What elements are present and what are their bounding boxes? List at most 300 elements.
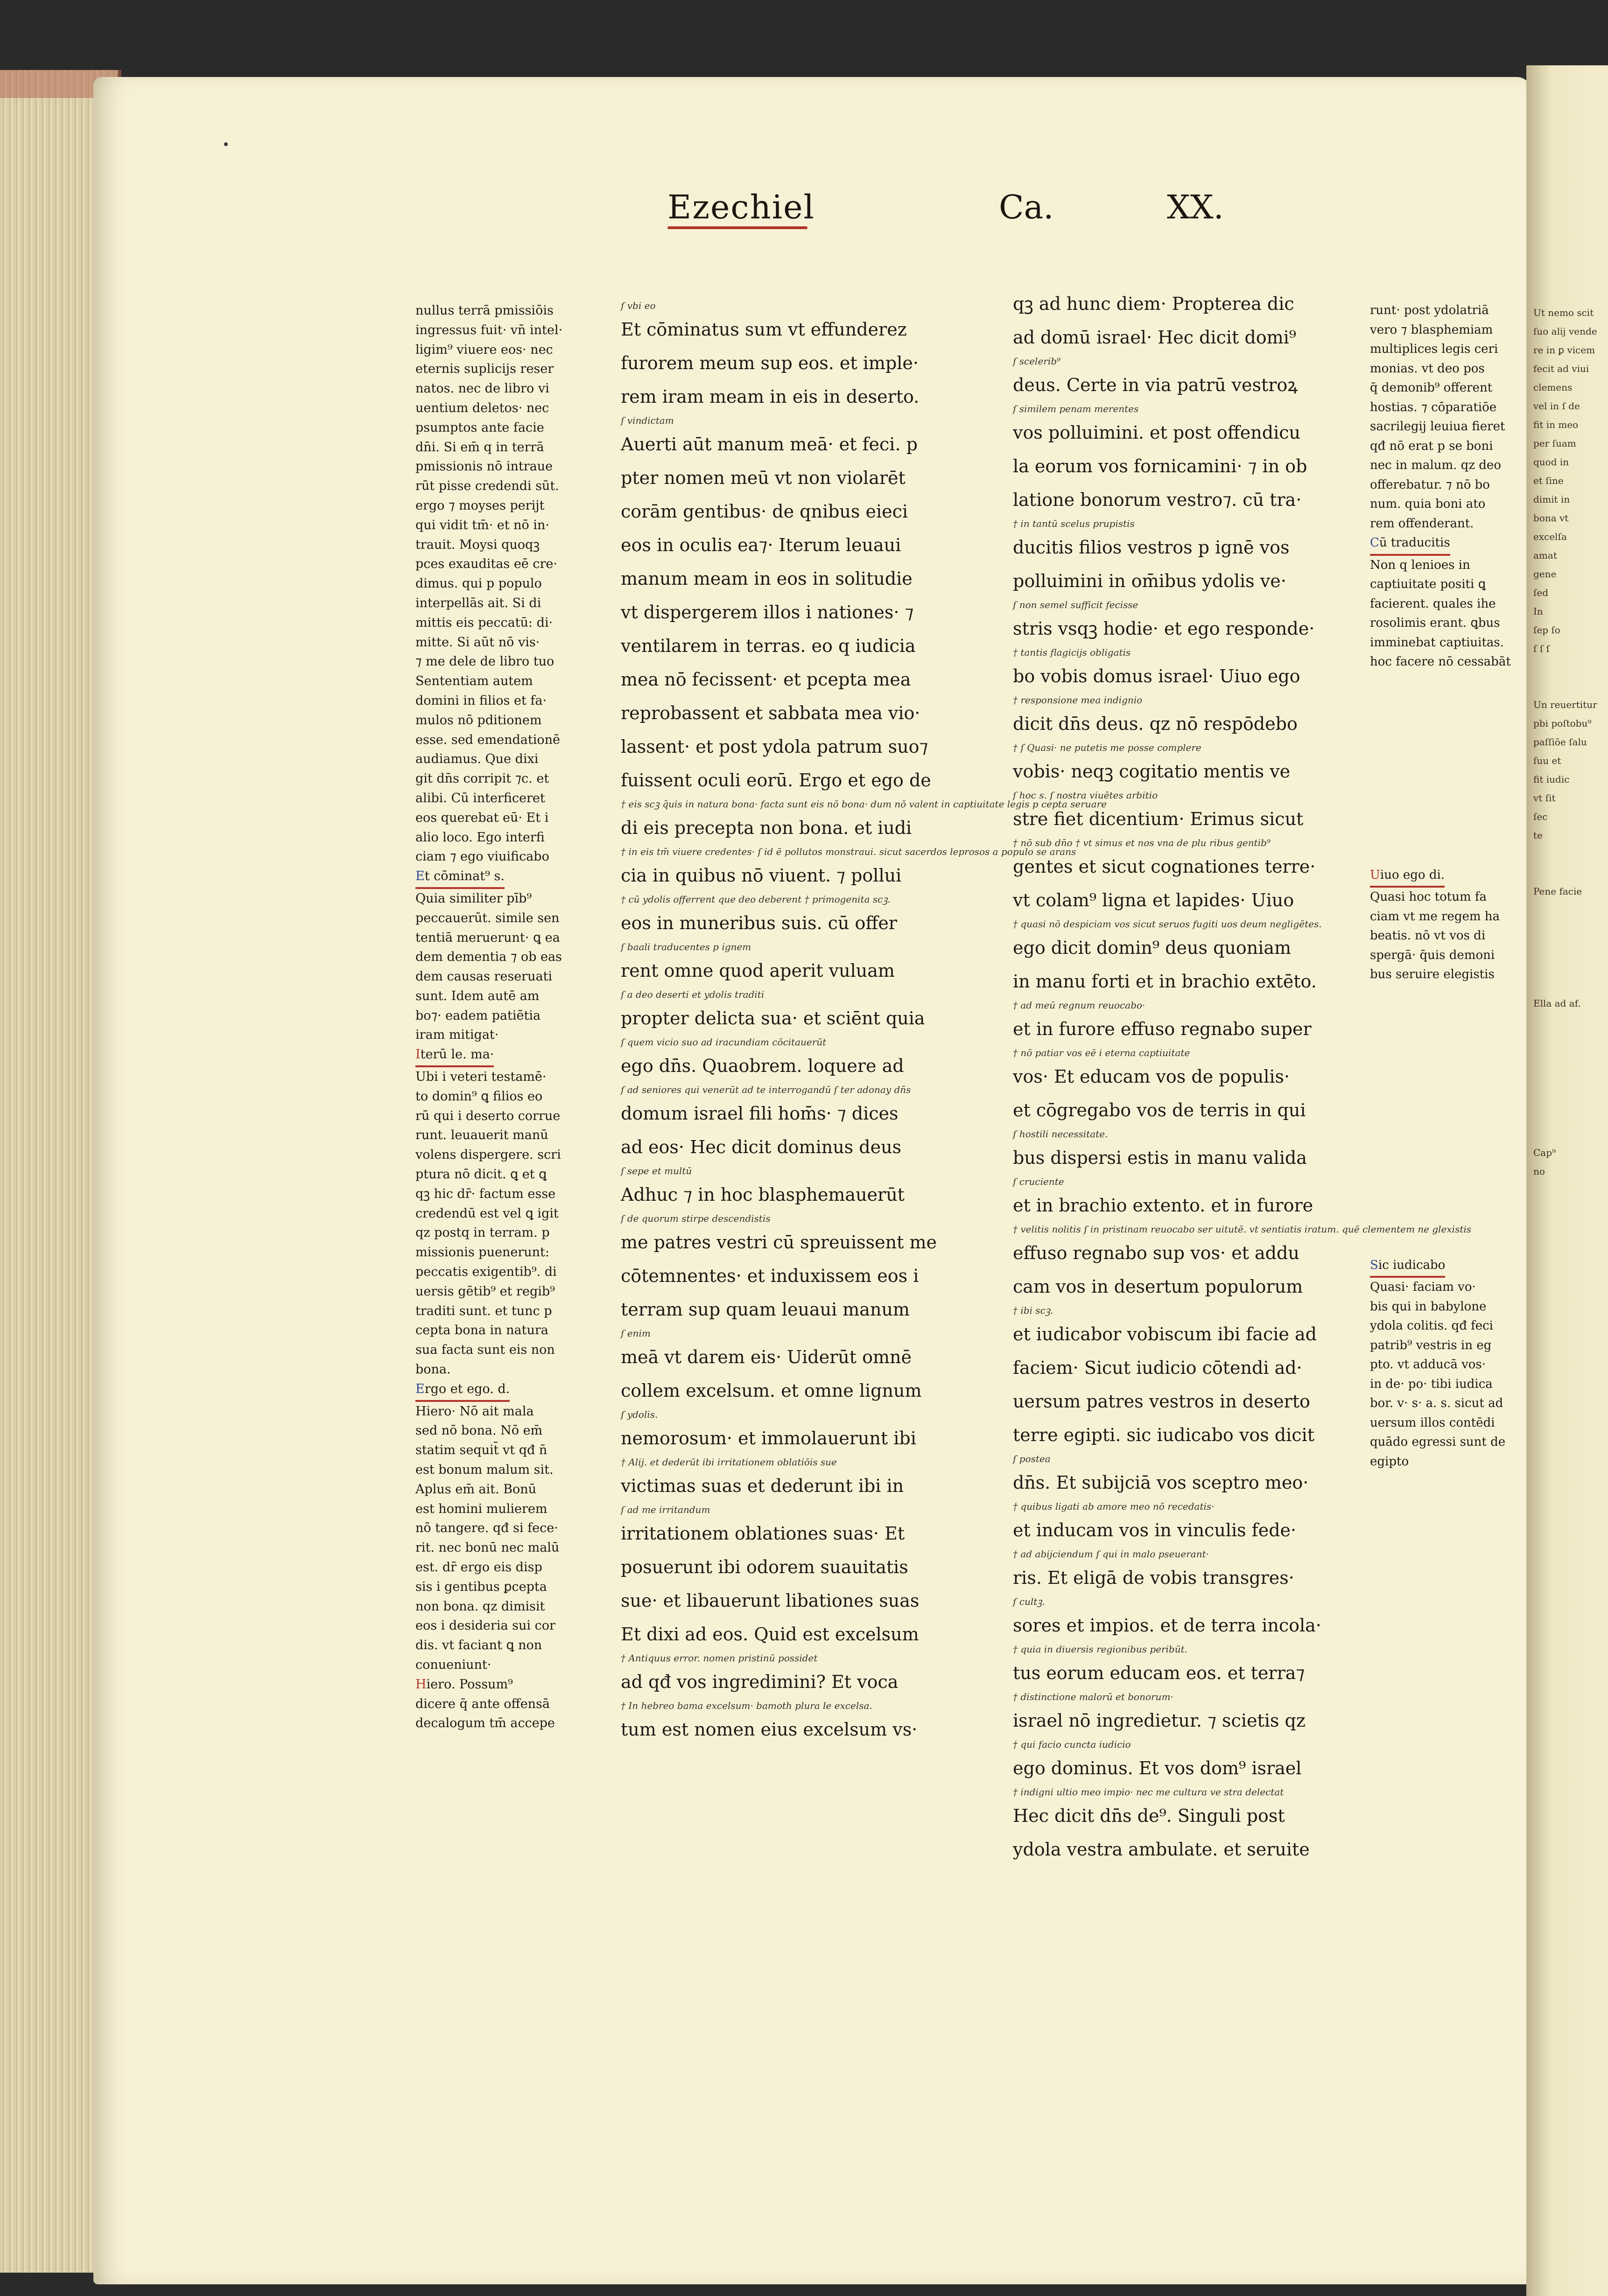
text-line: ris. Et eligā de vobis transgres· bbox=[1013, 1568, 1294, 1588]
text-line: eos i desideria sui cor bbox=[415, 1618, 555, 1633]
interlinear-gloss-line: † tantis flagicijs obligatis bbox=[1013, 647, 1131, 658]
facing-page-line: ſed bbox=[1533, 587, 1549, 598]
interlinear-gloss-line: † nō sub dn̄o † vt simus et nos vna de plu ribus gentib⁹ bbox=[1013, 837, 1271, 848]
text-line: offerebatur. ⁊ nō bo bbox=[1370, 477, 1490, 492]
text-line bbox=[1370, 1120, 1510, 1140]
text-line: la eorum vos fornicamini· ⁊ in ob bbox=[1013, 456, 1307, 476]
text-line: peccatis exigentib⁹. di bbox=[415, 1265, 557, 1280]
text-line: Quasi hoc totum fa bbox=[1370, 890, 1487, 904]
text-line: cepta bona in natura bbox=[415, 1323, 548, 1338]
text-line: qđ nō erat p se boni bbox=[1370, 439, 1493, 453]
text-line: egipto bbox=[1370, 1454, 1409, 1469]
facing-page-line bbox=[1533, 1031, 1603, 1050]
text-line bbox=[1370, 846, 1510, 866]
text-line: me patres vestri cū spreuissent me bbox=[621, 1232, 937, 1253]
text-line: bo⁊· eadem patiētia bbox=[415, 1008, 541, 1023]
text-line: Non q lenioes in bbox=[1370, 558, 1470, 572]
interlinear-gloss-line: ſ vindictam bbox=[621, 415, 674, 426]
text-line bbox=[1370, 1004, 1510, 1023]
interlinear-gloss-line: ſ similem penam merentes bbox=[1013, 403, 1139, 414]
text-line: alio loco. Ego interfi bbox=[415, 830, 545, 845]
text-line: propter delicta sua· et sciēnt quia bbox=[621, 1008, 925, 1029]
text-line: credendū est vel ꝗ igit bbox=[415, 1206, 559, 1221]
text-line: dicere q̄ ante offensā bbox=[415, 1696, 550, 1711]
text-line: ego dicit domin⁹ deus quoniam bbox=[1013, 938, 1292, 958]
text-line: facierent. quales ihe bbox=[1370, 596, 1496, 611]
text-line: sacrilegij leuiua fieret bbox=[1370, 420, 1505, 434]
facing-page-line: Ut nemo scit bbox=[1533, 307, 1594, 318]
text-line: runt· post ydolatriā bbox=[1370, 303, 1489, 317]
interlinear-gloss-line: † velitis nolitis ſ in pristinam reuocabo ser uitutē. vt sentiatis iratum. quē clementem ne glexistis bbox=[1013, 1224, 1472, 1235]
interlinear-gloss-line: ſ scelerib⁹ bbox=[1013, 356, 1061, 367]
text-line: cōtemnentes· et induxissem eos i bbox=[621, 1266, 919, 1286]
facing-page-line bbox=[1533, 1050, 1603, 1069]
text-line: ego dominus. Et vos dom⁹ israel bbox=[1013, 1758, 1302, 1778]
text-line: qꝫ ad hunc diem· Propterea dic bbox=[1013, 294, 1294, 314]
interlinear-gloss-line: ſ a deo deserti et ydolis traditi bbox=[621, 989, 765, 1000]
interlinear-gloss-line: † quasi nō despiciam vos sicut seruos fugiti uos deum negligētes. bbox=[1013, 918, 1322, 930]
interlinear-gloss-line: ſ cruciente bbox=[1013, 1176, 1064, 1187]
text-line: fuissent oculi eorū. Ergo et ego de bbox=[621, 770, 931, 791]
text-line: eternis suplicijs reser bbox=[415, 362, 554, 377]
text-line bbox=[1370, 691, 1510, 711]
text-line: ciam ⁊ ego viuificabo bbox=[415, 849, 549, 864]
text-line: cia in quibus nō viuent. ⁊ pollui bbox=[621, 865, 902, 886]
lemma-heading: Sic iudicabo bbox=[1370, 1256, 1510, 1278]
text-line: in de· po· tibi iudica bbox=[1370, 1377, 1493, 1391]
text-line: quādo egressi sunt de bbox=[1370, 1435, 1506, 1449]
text-line: volens dispergere. scri bbox=[415, 1148, 561, 1162]
text-line: victimas suas et dederunt ibi in bbox=[621, 1476, 904, 1496]
text-line: uersis gētib⁹ et regib⁹ bbox=[415, 1284, 555, 1299]
text-line: hoc facere nō cessabāt bbox=[1370, 655, 1511, 669]
text-line: est. dr̄ ergo eis disp bbox=[415, 1560, 542, 1575]
interlinear-gloss-line: † eis scꝫ q̄uis in natura bona· facta sunt eis nō bona· dum nō valent in captiuitate legis p cepta seruare bbox=[621, 798, 1107, 810]
facing-page-line bbox=[1533, 1125, 1603, 1143]
text-line: Et cōminatus sum vt effunderez bbox=[621, 319, 907, 340]
text-line: Quia similiter pīb⁹ bbox=[415, 891, 532, 906]
text-line: ingressus fuit· vn̄ intel· bbox=[415, 322, 563, 337]
text-line: num. quia boni ato bbox=[1370, 497, 1486, 511]
text-line: natos. nec de libro vi bbox=[415, 381, 549, 396]
text-line: Ubi i veteri testamē· bbox=[415, 1070, 547, 1085]
text-line: polluimini in om̄ibus ydolis ve· bbox=[1013, 571, 1286, 591]
facing-page-line: In bbox=[1533, 606, 1543, 617]
text-line: spergā· q̄uis demoni bbox=[1370, 948, 1495, 962]
facing-page-line bbox=[1533, 677, 1603, 695]
text-line: dimus. qui p populo bbox=[415, 576, 542, 591]
text-line: ptura nō dicit. ꝗ et ꝗ bbox=[415, 1167, 547, 1182]
text-line: ducitis filios vestros p ignē vos bbox=[1013, 537, 1290, 558]
text-line bbox=[1370, 1197, 1510, 1217]
text-line bbox=[1370, 1081, 1510, 1101]
text-line: missionis puenerunt: bbox=[415, 1245, 549, 1260]
text-line: vobis· neqꝫ cogitatio mentis ve bbox=[1013, 761, 1291, 782]
text-line: manum meam in eos in solitudie bbox=[621, 568, 913, 589]
facing-page-line: Ella ad af. bbox=[1533, 998, 1581, 1009]
text-line bbox=[1370, 1023, 1510, 1043]
facing-page-line: gene bbox=[1533, 568, 1557, 580]
text-line: reprobassent et sabbata mea vio· bbox=[621, 703, 920, 723]
text-line: patrib⁹ vestris in eg bbox=[1370, 1338, 1492, 1352]
interlinear-gloss-line: ſ ydolis. bbox=[621, 1409, 658, 1420]
text-line bbox=[1370, 1236, 1510, 1256]
text-line: et in furore effuso regnabo super bbox=[1013, 1019, 1312, 1039]
text-line: ego dn̄s. Quaobrem. loquere ad bbox=[621, 1056, 904, 1076]
text-line: nec in malum. qz deo bbox=[1370, 458, 1501, 472]
text-line: Hiero· Nō ait mala bbox=[415, 1404, 534, 1419]
interlinear-gloss-line: ſ sepe et multū bbox=[621, 1165, 692, 1176]
text-line: di eis precepta non bona. et iudi bbox=[621, 818, 912, 838]
text-line: pces exauditas eē cre· bbox=[415, 557, 557, 572]
text-line: tus eorum educam eos. et terra⁊ bbox=[1013, 1663, 1305, 1683]
text-line: ad domū israel· Hec dicit domi⁹ bbox=[1013, 327, 1296, 348]
text-line: captiuitate positi ꝗ bbox=[1370, 577, 1486, 591]
text-line: bus seruire elegistis bbox=[1370, 967, 1495, 981]
text-line: sunt. Idem autē am bbox=[415, 988, 540, 1003]
text-line bbox=[1370, 1140, 1510, 1159]
text-line bbox=[1370, 1178, 1510, 1198]
text-line: ydola vestra ambulate. et seruite bbox=[1013, 1839, 1310, 1860]
text-line: posuerunt ibi odorem suauitatis bbox=[621, 1557, 908, 1577]
text-line: dn̄s. Et subijciā vos sceptro meo· bbox=[1013, 1472, 1309, 1493]
interlinear-gloss-line: ſ cultꝫ. bbox=[1013, 1596, 1045, 1607]
text-line: ⁊ me dele de libro tuo bbox=[415, 654, 555, 669]
text-line: uersum illos contēdi bbox=[1370, 1415, 1495, 1430]
text-line: et iudicabor vobiscum ibi facie ad bbox=[1013, 1324, 1317, 1344]
text-line: gentes et sicut cognationes terre· bbox=[1013, 856, 1316, 877]
text-line: uentium deletos· nec bbox=[415, 400, 549, 415]
text-line bbox=[1370, 730, 1510, 749]
text-line: ergo ⁊ moyses perijt bbox=[415, 498, 545, 513]
text-line bbox=[1370, 1101, 1510, 1120]
text-line: mitte. Si aūt nō vis· bbox=[415, 635, 540, 650]
text-line: mulos nō pditionem bbox=[415, 713, 542, 728]
facing-page-line bbox=[1533, 1087, 1603, 1106]
text-line: vos· Et educam vos de populis· bbox=[1013, 1066, 1290, 1087]
interlinear-gloss-line: † in tantū scelus prupistis bbox=[1013, 518, 1135, 529]
facing-page-line: ſuo alij vende bbox=[1533, 326, 1597, 337]
text-line bbox=[1370, 1043, 1510, 1062]
text-line: et inducam vos in vinculis fede· bbox=[1013, 1520, 1297, 1540]
text-line: rit. nec bonū nec malū bbox=[415, 1540, 560, 1555]
text-line: q̄ demonib⁹ offerent bbox=[1370, 381, 1493, 395]
text-line: bo vobis domus israel· Uiuo ego bbox=[1013, 666, 1300, 686]
facing-page-line: et ſine bbox=[1533, 475, 1564, 486]
text-line: domum israel fili hom̄s· ⁊ dices bbox=[621, 1103, 899, 1124]
right-gloss-column bbox=[1370, 301, 1510, 1471]
facing-page-line: clemens bbox=[1533, 382, 1573, 393]
text-line: to domin⁹ ꝗ filios eo bbox=[415, 1089, 543, 1104]
text-line: Auerti aūt manum meā· et feci. p bbox=[621, 434, 918, 455]
text-line: hostias. ⁊ cōparatiōe bbox=[1370, 400, 1497, 414]
text-line: tentiā meruerunt· ꝗ ea bbox=[415, 930, 560, 945]
facing-page-line bbox=[1533, 919, 1603, 938]
text-line: pter nomen meū vt non violarēt bbox=[621, 468, 906, 488]
text-line: peccauerūt. simile sen bbox=[415, 910, 560, 925]
facing-page-line: ſec bbox=[1533, 811, 1548, 822]
text-line: qꝫ hic dr̄· factum esse bbox=[415, 1186, 556, 1201]
text-line: audiamus. Que dixi bbox=[415, 752, 539, 767]
text-line: sua facta sunt eis non bbox=[415, 1343, 555, 1358]
lemma-heading: Iterū le. ma· bbox=[415, 1045, 574, 1067]
interlinear-gloss-line: † nō patiar vos eē i eterna captiuitate bbox=[1013, 1047, 1190, 1058]
interlinear-gloss-line: † quia in diuersis regionibus peribūt. bbox=[1013, 1644, 1188, 1655]
facing-page-line bbox=[1533, 845, 1603, 863]
text-line: dem dementia ⁊ ob eas bbox=[415, 950, 562, 965]
facing-page-line: vel in ſ de bbox=[1533, 400, 1580, 412]
text-line: cam vos in desertum populorum bbox=[1013, 1276, 1303, 1297]
running-head-book: Ezechiel bbox=[667, 188, 815, 226]
text-line: multiplices legis ceri bbox=[1370, 342, 1498, 356]
text-line: bor. v· s· a. s. sicut ad bbox=[1370, 1396, 1503, 1410]
text-line: vero ⁊ blasphemiam bbox=[1370, 322, 1493, 337]
interlinear-gloss-line: † indigni ultio meo impio· nec me cultura ve stra delectat bbox=[1013, 1786, 1284, 1798]
text-line: psumptos ante facie bbox=[415, 420, 544, 435]
text-line: alibi. Cū interficeret bbox=[415, 791, 545, 805]
text-line: Adhuc ⁊ in hoc blasphemauerūt bbox=[621, 1184, 905, 1205]
text-line: ciam vt me regem ha bbox=[1370, 909, 1500, 924]
interlinear-gloss-line: † Antiquus error. nomen pristinū possidet bbox=[621, 1652, 818, 1664]
text-line: vos polluimini. et post offendicu bbox=[1013, 422, 1300, 443]
interlinear-gloss-line: ſ hostili necessitate. bbox=[1013, 1128, 1108, 1140]
facing-page-line: te bbox=[1533, 830, 1543, 841]
facing-page-line: pbi poſtobu⁹ bbox=[1533, 718, 1592, 729]
text-line: Quasi· faciam vo· bbox=[1370, 1280, 1476, 1294]
text-line bbox=[1370, 672, 1510, 692]
facing-page-line: Pene facie bbox=[1533, 886, 1582, 897]
interlinear-gloss-line: † responsione mea indignio bbox=[1013, 694, 1143, 706]
text-line: israel nō ingredietur. ⁊ scietis qz bbox=[1013, 1710, 1306, 1731]
text-line: mea nō fecissent· et pcepta mea bbox=[621, 669, 911, 690]
text-line: dem causas reseruati bbox=[415, 969, 553, 984]
text-line: dn̄i. Si em̄ q in terrā bbox=[415, 440, 544, 455]
text-line: est bonum malum sit. bbox=[415, 1463, 554, 1477]
text-line: qui vidit tm̄· et nō in· bbox=[415, 518, 549, 532]
text-line: trauit. Moysi quoqꝫ bbox=[415, 537, 540, 552]
facing-page-line bbox=[1533, 1013, 1603, 1031]
text-line: ventilarem in terras. eo q iudicia bbox=[621, 636, 916, 656]
facing-page-line bbox=[1533, 1106, 1603, 1125]
text-line: imminebat captiuitas. bbox=[1370, 635, 1504, 650]
interlinear-gloss-line: † ad abijciendum ſ qui in malo pseuerant· bbox=[1013, 1548, 1209, 1560]
facing-page-line: ſuu et bbox=[1533, 755, 1561, 766]
text-line: conueniunt· bbox=[415, 1657, 492, 1672]
facing-page-line bbox=[1533, 658, 1603, 677]
facing-page-line: ſep ſo bbox=[1533, 624, 1560, 636]
text-line: ad qđ vos ingredimini? Et voca bbox=[621, 1672, 899, 1692]
text-line bbox=[1370, 1159, 1510, 1178]
text-line: lassent· et post ydola patrum suo⁊ bbox=[621, 736, 928, 757]
text-line: dicit dn̄s deus. qz nō respōdebo bbox=[1013, 714, 1298, 734]
text-line: rū qui i deserto corrue bbox=[415, 1108, 561, 1123]
facing-page-line: per ſuam bbox=[1533, 438, 1576, 449]
ink-spot bbox=[224, 142, 228, 146]
interlinear-gloss-line: ſ postea bbox=[1013, 1453, 1051, 1464]
text-line: stre fiet dicentium· Erimus sicut bbox=[1013, 809, 1304, 829]
text-line: pmissionis nō intraue bbox=[415, 459, 553, 474]
text-line: meā vt darem eis· Uiderūt omnē bbox=[621, 1347, 912, 1367]
text-line: tum est nomen eius excelsum vs· bbox=[621, 1719, 918, 1740]
text-line: Hiero. Possum⁹ bbox=[415, 1677, 513, 1692]
text-line: domini in filios et fa· bbox=[415, 693, 547, 708]
text-line: runt. leuauerit manū bbox=[415, 1128, 548, 1143]
text-line: statim sequit̄ vt qđ n̄ bbox=[415, 1443, 548, 1458]
text-line: furorem meum sup eos. et imple· bbox=[621, 353, 919, 373]
text-line: irritationem oblationes suas· Et bbox=[621, 1523, 905, 1544]
facing-page-line bbox=[1533, 938, 1603, 957]
interlinear-gloss-line: † cū ydolis offerrent que deo deberent † primogenita scꝫ. bbox=[621, 894, 891, 905]
text-line: bona. bbox=[415, 1362, 451, 1377]
text-line: et in brachio extento. et in furore bbox=[1013, 1195, 1313, 1216]
text-line: sed nō bona. Nō em̄ bbox=[415, 1423, 543, 1438]
text-line: git dn̄s corripit ⁊c. et bbox=[415, 771, 549, 786]
facing-page-line: fecit ad viui bbox=[1533, 363, 1589, 374]
text-line bbox=[1370, 827, 1510, 847]
text-line: dis. vt faciant ꝗ non bbox=[415, 1638, 542, 1653]
facing-page-line bbox=[1533, 1069, 1603, 1087]
text-line: ligim⁹ viuere eos· nec bbox=[415, 342, 553, 357]
text-line: nullus terrā pmissiōis bbox=[415, 303, 554, 318]
text-line: pto. vt adducā vos· bbox=[1370, 1358, 1486, 1372]
text-line: terram sup quam leuaui manum bbox=[621, 1299, 910, 1320]
interlinear-gloss-line: ſ de quorum stirpe descendistis bbox=[621, 1213, 771, 1224]
lemma-heading: Uiuo ego di. bbox=[1370, 866, 1510, 888]
facing-page-line: re in ꝑ vicem bbox=[1533, 344, 1595, 356]
running-head-rubric-stroke bbox=[667, 226, 808, 229]
facing-page-line: Un reuertitur bbox=[1533, 699, 1597, 710]
facing-page-line: excelſa bbox=[1533, 531, 1567, 542]
text-line: Aplus em̄ ait. Bonū bbox=[415, 1482, 537, 1497]
interlinear-gloss-line: † Alij. et dederūt ibi irritationem oblatiōis sue bbox=[621, 1456, 837, 1468]
facing-page-line: no bbox=[1533, 1166, 1545, 1177]
running-head-chapter-label: Ca. bbox=[999, 188, 1054, 226]
text-line: collem excelsum. et omne lignum bbox=[621, 1380, 922, 1401]
facing-page-line: fit iudic bbox=[1533, 774, 1570, 785]
text-line: eos querebat eū· Et i bbox=[415, 810, 549, 825]
interlinear-gloss-line: ſ enim bbox=[621, 1328, 651, 1339]
text-line: nō tangere. qđ si fece· bbox=[415, 1521, 558, 1536]
interlinear-gloss-line: ſ ad me irritandum bbox=[621, 1504, 710, 1515]
facing-page-line: ſ ſ ſ bbox=[1533, 643, 1550, 654]
text-line: stris vsqꝫ hodie· et ego responde· bbox=[1013, 618, 1315, 639]
text-line: ad eos· Hec dicit dominus deus bbox=[621, 1137, 902, 1157]
facing-page-line: quod in bbox=[1533, 456, 1569, 468]
interlinear-gloss-line: ſ vbi eo bbox=[621, 300, 656, 311]
interlinear-gloss-line: † quibus ligati ab amore meo nō recedatis· bbox=[1013, 1501, 1215, 1512]
facing-page-line: Cap⁹ bbox=[1533, 1147, 1556, 1158]
interlinear-gloss-line: † ibi scꝫ. bbox=[1013, 1305, 1053, 1316]
text-line: eos in muneribus suis. cū offer bbox=[621, 913, 897, 933]
text-line bbox=[1370, 985, 1510, 1004]
lemma-heading: Ergo et ego. d. bbox=[415, 1379, 574, 1402]
text-line: rem offenderant. bbox=[1370, 516, 1474, 531]
text-line: rūt pisse credendi sūt. bbox=[415, 479, 559, 494]
facing-page-line: dimit in bbox=[1533, 494, 1570, 505]
running-head bbox=[653, 180, 1260, 240]
interlinear-gloss-line: ſ hoc s. ſ nostra viuētes arbitio bbox=[1013, 790, 1158, 801]
text-line: Hec dicit dn̄s de⁹. Singuli post bbox=[1013, 1806, 1285, 1826]
text-line: et cōgregabo vos de terris in qui bbox=[1013, 1100, 1306, 1120]
facing-page-line bbox=[1533, 863, 1603, 882]
text-line: sores et impios. et de terra incola· bbox=[1013, 1615, 1321, 1636]
text-line: faciem· Sicut iudicio cōtendi ad· bbox=[1013, 1358, 1302, 1378]
text-line bbox=[1370, 711, 1510, 730]
text-line: beatis. nō vt vos di bbox=[1370, 929, 1486, 943]
interlinear-gloss-line: ſ baali traducentes p ignem bbox=[621, 941, 751, 952]
text-line bbox=[1370, 1217, 1510, 1237]
text-line: sis i gentibus ꝑcepta bbox=[415, 1579, 547, 1594]
text-line: eos in oculis ea⁊· Iterum leuaui bbox=[621, 535, 901, 555]
interlinear-gloss-line: ſ non semel sufficit fecisse bbox=[1013, 599, 1138, 610]
interlinear-gloss-line: ſ quem vicio suo ad iracundiam cōcitauerūt bbox=[621, 1036, 827, 1048]
text-line: sue· et libauerunt libationes suas bbox=[621, 1590, 920, 1611]
text-line: iram mitigat· bbox=[415, 1028, 499, 1043]
interlinear-gloss-line: † ſ Quasi· ne putetis me posse complere bbox=[1013, 742, 1201, 753]
text-line: mittis eis peccatū: di· bbox=[415, 615, 553, 630]
left-gloss-column bbox=[415, 301, 574, 1733]
text-line: interpellās ait. Si di bbox=[415, 595, 541, 610]
facing-page-line bbox=[1533, 901, 1603, 919]
text-line: monias. vt deo pos bbox=[1370, 361, 1485, 376]
facing-page-line: amat bbox=[1533, 550, 1557, 561]
text-line: nemorosum· et immolauerunt ibi bbox=[621, 1428, 916, 1449]
text-line: in manu forti et in brachio extēto. bbox=[1013, 971, 1317, 992]
text-line: bis qui in babylone bbox=[1370, 1299, 1487, 1314]
text-line: rent omne quod aperit vuluam bbox=[621, 960, 895, 981]
text-line bbox=[1370, 1062, 1510, 1082]
text-line: uersum patres vestros in deserto bbox=[1013, 1391, 1310, 1412]
text-line bbox=[1370, 807, 1510, 827]
text-line: vt colam⁹ ligna et lapides· Uiuo bbox=[1013, 890, 1294, 910]
interlinear-gloss-line: † distinctione malorū et bonorum· bbox=[1013, 1691, 1173, 1702]
text-line: corām gentibus· de qnibus eieci bbox=[621, 501, 908, 522]
text-line: vt dispergerem illos i nationes· ⁊ bbox=[621, 602, 914, 623]
text-line: decalogum tm̄ accepe bbox=[415, 1716, 555, 1731]
interlinear-gloss-line: † In hebreo bama excelsum· bamoth plura le excelsa. bbox=[621, 1700, 872, 1711]
facing-page-line: bona vt bbox=[1533, 512, 1569, 524]
facing-page-line bbox=[1533, 957, 1603, 975]
facing-page-line bbox=[1533, 975, 1603, 994]
running-head-chapter-number: XX. bbox=[1167, 188, 1224, 226]
text-line bbox=[1370, 749, 1510, 769]
text-line: latione bonorum vestro⁊. cū tra· bbox=[1013, 490, 1302, 510]
text-line: qz postq in terram. p bbox=[415, 1225, 550, 1240]
text-line bbox=[1370, 788, 1510, 808]
text-line: Et dixi ad eos. Quid est excelsum bbox=[621, 1624, 919, 1645]
facing-page-line: paſſiōe ſalu bbox=[1533, 736, 1587, 748]
facing-page-line: vt ſit bbox=[1533, 792, 1556, 804]
text-line: est homini mulierem bbox=[415, 1501, 548, 1516]
text-line: rosolimis erant. ꝗbus bbox=[1370, 616, 1500, 630]
interlinear-gloss-line: ſ ad seniores qui venerūt ad te interrogandū ſ ter adonay dn̄s bbox=[621, 1084, 911, 1095]
text-line: bus dispersi estis in manu valida bbox=[1013, 1148, 1307, 1168]
interlinear-gloss-line: † ad meū regnum reuocabo· bbox=[1013, 1000, 1145, 1011]
interlinear-gloss-line: † in eis tm̄ viuere credentes· ſ id ē pollutos monstraui. sicut sacerdos leprosos a populo se arans bbox=[621, 846, 1076, 857]
text-line: non bona. qz dimisit bbox=[415, 1599, 545, 1614]
text-line: effuso regnabo sup vos· et addu bbox=[1013, 1243, 1299, 1263]
text-line: ydola colitis. qđ feci bbox=[1370, 1319, 1493, 1333]
text-line: traditi sunt. et tunc p bbox=[415, 1303, 552, 1318]
lemma-heading: Cū traducitis bbox=[1370, 533, 1510, 556]
text-line bbox=[1370, 769, 1510, 788]
text-line: deus. Certe in via patrū vestroꝝ bbox=[1013, 375, 1298, 395]
facing-page-text bbox=[1533, 303, 1603, 1797]
text-line: terre egipti. sic iudicabo vos dicit bbox=[1013, 1425, 1314, 1445]
interlinear-gloss-line: † qui facio cuncta iudicio bbox=[1013, 1739, 1131, 1750]
lemma-heading: Et cōminat⁹ s. bbox=[415, 867, 574, 889]
text-line: rem iram meam in eis in deserto. bbox=[621, 386, 920, 407]
